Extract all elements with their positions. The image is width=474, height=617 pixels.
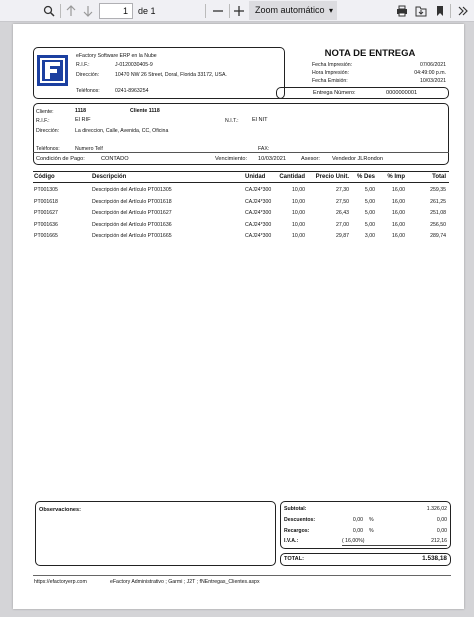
print-time: 04:49:00 p.m.	[414, 70, 446, 76]
col-header-unit: Unidad	[245, 174, 266, 180]
table-header-rule	[33, 182, 449, 183]
footer-site: https://efactoryerp.com	[34, 579, 87, 585]
surcharge-label: Recargos:	[284, 528, 310, 534]
due-date: 10/03/2021	[258, 156, 286, 162]
print-date: 07/06/2021	[420, 62, 446, 68]
advisor-label: Asesor:	[301, 156, 320, 162]
cell-quantity: 10,00	[292, 187, 305, 193]
cell-description: Descripción del Artículo PT001305	[92, 187, 172, 193]
client-name: Cliente 1118	[130, 108, 160, 114]
client-label: Cliente:	[36, 109, 54, 115]
cell-tax-pct: 16,00	[392, 233, 405, 239]
cell-code: PT001636	[34, 221, 58, 228]
total-label: TOTAL:	[284, 556, 304, 562]
surcharge-pct: 0,00	[352, 528, 363, 534]
cell-code: PT001627	[34, 210, 58, 216]
company-address-label: Dirección:	[76, 72, 100, 78]
payment-label: Condición de Pago:	[36, 156, 85, 162]
cell-quantity: 10,00	[292, 221, 305, 228]
chevron-down-icon: ▾	[328, 6, 333, 15]
iva-label: I.V.A.:	[284, 538, 299, 544]
document-title: NOTA DE ENTREGA	[324, 48, 416, 59]
col-header-code: Código	[34, 174, 55, 180]
discount-label: Descuentos:	[284, 517, 316, 523]
page-count-label: de 1	[138, 6, 156, 16]
col-header-quantity: Cantidad	[279, 174, 305, 180]
cell-total: 259,35	[430, 187, 446, 193]
zoom-select[interactable]	[249, 1, 337, 20]
cell-total: 289,74	[430, 233, 446, 239]
plus-icon[interactable]	[230, 2, 248, 20]
cell-unit-price: 27,30	[336, 187, 349, 193]
company-logo	[37, 55, 68, 86]
delivery-number-label: Entrega Número:	[313, 90, 356, 96]
cell-tax-pct: 16,00	[392, 221, 405, 228]
zoom-select-label: Zoom automático	[255, 5, 325, 15]
surcharge-value: 0,00	[436, 528, 447, 534]
client-fax-label: FAX:	[258, 146, 270, 152]
cell-tax-pct: 16,00	[392, 210, 405, 216]
col-header-description: Descripción	[92, 174, 127, 180]
cell-unit: CAJ24*300	[245, 187, 272, 193]
cell-quantity: 10,00	[292, 198, 305, 205]
company-phone-label: Teléfonos:	[76, 88, 100, 94]
col-header-tax-pct: % Imp	[387, 174, 405, 180]
surcharge-pct-sign: %	[369, 528, 374, 534]
discount-pct-sign: %	[369, 517, 374, 523]
page-number-input[interactable]: 1	[99, 3, 133, 19]
cell-code: PT001618	[34, 198, 58, 205]
cell-discount-pct: 5,00	[364, 210, 375, 216]
client-nit-label: N.I.T.:	[225, 118, 239, 124]
print-time-label: Hora Impresión:	[312, 70, 349, 76]
search-icon[interactable]	[40, 2, 58, 20]
toolbar-divider	[60, 4, 61, 18]
cell-description: Descripción del Artículo PT001665	[92, 233, 172, 239]
arrow-down-icon[interactable]	[79, 2, 97, 20]
cell-total: 251,08	[430, 210, 446, 216]
col-header-total: Total	[432, 174, 446, 180]
print-icon[interactable]	[393, 2, 411, 20]
observations-label: Observaciones:	[39, 507, 81, 513]
client-address: La direccion, Calle, Avenida, CC, Oficina	[75, 128, 169, 134]
cell-quantity: 10,00	[292, 233, 305, 239]
cell-tax-pct: 16,00	[392, 187, 405, 193]
toolbar-divider	[450, 4, 451, 18]
cell-code: PT001305	[34, 187, 58, 193]
table-top-rule	[33, 171, 449, 172]
cell-tax-pct: 16,00	[392, 198, 405, 205]
client-rif-label: R.I.F.:	[36, 118, 50, 124]
cell-discount-pct: 5,00	[364, 221, 375, 228]
iva-pct: ( 16,00%)	[342, 538, 365, 544]
company-address: 10470 NW 26 Street, Doral, Florida 33172, USA.	[115, 72, 227, 78]
pdf-toolbar	[0, 0, 474, 22]
cell-discount-pct: 3,00	[364, 233, 375, 239]
cell-unit: CAJ24*300	[245, 210, 272, 216]
cell-unit: CAJ24*300	[245, 221, 272, 228]
toolbar-divider	[205, 4, 206, 18]
company-name: eFactory Software ERP en la Nube	[76, 53, 157, 59]
footer-rule	[33, 575, 451, 576]
client-nit: El NIT	[252, 117, 268, 123]
discount-value: 0,00	[436, 517, 447, 523]
payment-value: CONTADO	[101, 156, 129, 162]
company-rif: J-0120030405-9	[115, 62, 153, 68]
cell-quantity: 10,00	[292, 210, 305, 216]
col-header-unit-price: Precio Unit.	[315, 174, 349, 180]
subtotal-label: Subtotal:	[284, 506, 307, 512]
iva-value: 212,16	[431, 538, 447, 544]
print-date-label: Fecha Impresión:	[312, 62, 353, 68]
client-phone-label: Teléfonos:	[36, 146, 60, 152]
cell-total: 261,25	[430, 198, 446, 205]
subtotal-value: 1.326,02	[426, 506, 447, 512]
cell-unit-price: 29,87	[336, 233, 349, 239]
cell-description: Descripción del Artículo PT001618	[92, 198, 172, 205]
bookmark-icon[interactable]	[431, 2, 449, 20]
client-rif: El RIF	[75, 117, 91, 123]
cell-discount-pct: 5,00	[364, 187, 375, 193]
cell-unit-price: 27,00	[336, 221, 349, 228]
due-date-label: Vencimiento:	[215, 156, 248, 162]
client-code: 1118	[75, 108, 86, 114]
client-divider	[33, 152, 449, 153]
cell-unit: CAJ24*300	[245, 198, 272, 205]
company-phone: 0241-8963254	[115, 88, 149, 94]
cell-description: Descripción del Artículo PT001627	[92, 210, 172, 216]
issue-date: 10/03/2021	[420, 78, 446, 84]
client-address-label: Dirección:	[36, 128, 60, 134]
col-header-discount-pct: % Des	[356, 174, 375, 180]
download-icon[interactable]	[412, 2, 430, 20]
double-chevron-right-icon[interactable]	[454, 2, 472, 20]
minus-icon[interactable]	[209, 2, 227, 20]
cell-unit: CAJ24*300	[245, 233, 272, 239]
document-page	[13, 24, 464, 609]
issue-date-label: Fecha Emisión:	[312, 78, 348, 84]
delivery-number: 0000000001	[386, 90, 418, 96]
cell-discount-pct: 5,00	[364, 198, 375, 205]
delivery-number-box	[276, 87, 449, 99]
advisor-name: Vendedor JLRondon	[332, 156, 384, 162]
cell-code: PT001665	[34, 233, 58, 239]
cell-total: 256,50	[430, 221, 446, 228]
total-value: 1.538,18	[422, 555, 447, 562]
footer-meta: eFactory Administrativo ; Garmi ; J2T ; fNEntregas_Clientes.aspx	[110, 579, 260, 585]
discount-pct: 0,00	[352, 517, 363, 523]
client-phone: Numero Telf	[75, 146, 103, 152]
iva-underline	[342, 545, 447, 546]
arrow-up-icon[interactable]	[62, 2, 80, 20]
cell-unit-price: 27,50	[336, 198, 349, 205]
company-rif-label: R.I.F.:	[76, 62, 90, 68]
cell-description: Descripción del Artículo PT001636	[92, 221, 172, 228]
cell-unit-price: 26,43	[336, 210, 349, 216]
